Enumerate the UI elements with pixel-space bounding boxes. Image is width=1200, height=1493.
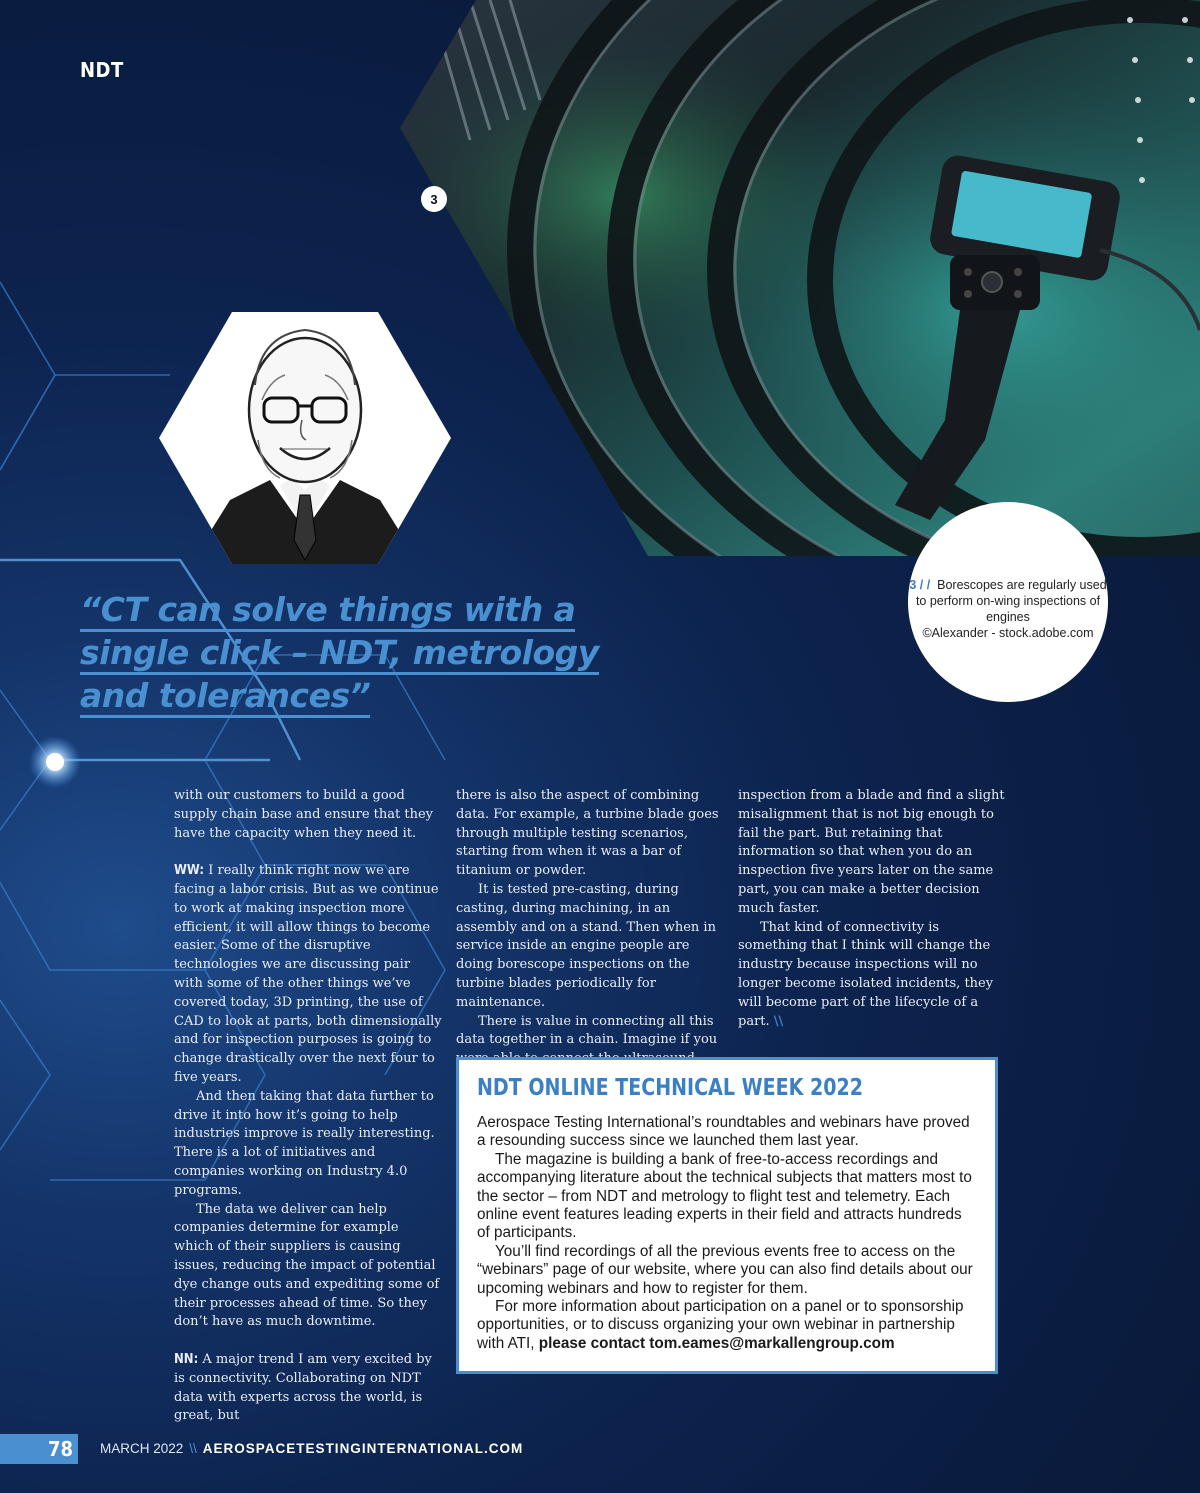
paragraph: The data we deliver can help companies determine for example which of their suppliers is causing issues, reducing the impact of potential dye change outs and expediting some of their processes ahead of time. So they don’t have as much downtime. xyxy=(174,1201,440,1330)
paragraph: NN: A major trend I am very excited by is connectivity. Collaborating on NDT data with experts across the world, is great, but xyxy=(174,1351,432,1424)
paragraph: That kind of connectivity is something that I think will change the industry because inspections will no longer become isolated incidents, they will become part of the lifecycle of a part. \\ xyxy=(738,919,994,1029)
page-number: 78 xyxy=(0,1434,78,1464)
pull-quote xyxy=(80,588,620,717)
paragraph: It is tested pre-casting, during casting, during machining, in an assembly and on a stand. Then when in service inside an engine people are doing borescope inspections on the turbine blades periodically for maintenance. xyxy=(456,881,716,1010)
paragraph: WW: I really think right now we are facing a labor crisis. But as we continue to work at making inspection more efficient, it will allow things to become easier. Some of the disruptive technologies we are discussing pair with some of the other things we’ve covered today, 3D printing, the use of CAD to look at parts, both dimensionally and for inspection purposes is going to change drastically over the next four to five years. xyxy=(174,863,442,1085)
article-column-3 xyxy=(738,787,1006,1031)
photo-number-badge: 3 xyxy=(421,186,447,212)
portrait-hexagon xyxy=(159,312,451,564)
section-tag: NDT xyxy=(80,58,124,82)
caption-number: 3 / / xyxy=(909,578,931,592)
speaker-label: WW: xyxy=(174,863,205,879)
photo-caption xyxy=(908,502,1108,702)
article-column-2 xyxy=(456,787,724,1069)
issue-date: MARCH 2022 xyxy=(100,1441,184,1456)
end-mark: \\ xyxy=(773,1013,784,1029)
article-column-1 xyxy=(174,787,442,1426)
paragraph: inspection from a blade and find a slight misalignment that is not big enough to fail the part. But retaining that information so that when you do an inspection five years later on the same part, you can make a better decision much faster. xyxy=(738,788,1005,916)
speaker-label: NN: xyxy=(174,1351,199,1367)
caption-text: Borescopes are regularly used to perform on-wing inspections of engines xyxy=(915,578,1107,624)
website-link[interactable]: AEROSPACETESTINGINTERNATIONAL.COM xyxy=(202,1441,524,1456)
sidebar-box xyxy=(456,1057,998,1374)
sidebar-paragraph: For more information about participation on a panel or to sponsorship opportunities, or to discuss organizing your own webinar in partnership with ATI, please contact tom.eames@markallengroup.com xyxy=(477,1298,964,1352)
page-footer xyxy=(0,1434,800,1464)
sidebar-paragraph: Aerospace Testing International’s roundtables and webinars have proved a resounding success since we launched them last year. xyxy=(477,1114,970,1150)
footer-separator: \\ xyxy=(189,1441,197,1456)
paragraph: There is value in connecting all this data together in a chain. Imagine if you xyxy=(456,1013,718,1048)
paragraph: there is also the aspect of combining data. For example, a turbine blade goes through multiple testing scenarios, starting from when it was a bar of titanium or powder. xyxy=(456,788,719,879)
paragraph: with our customers to build a good supply chain base and ensure that they have the capacity when they need it. xyxy=(174,788,434,841)
sidebar-paragraph: You’ll find recordings of all the previous events free to access on the “webinars” page of our website, where you can also find details about our upcoming webinars and how to register for them. xyxy=(477,1242,973,1297)
contact-email[interactable]: please contact tom.eames@markallengroup.com xyxy=(538,1334,895,1352)
footer-text xyxy=(100,1434,523,1464)
sidebar-paragraph: The magazine is building a bank of free-to-access recordings and accompanying literature about the technical subjects that matters most to the sector – from NDT and metrology to flight test and telemetry. Each online event features leading experts in their field and attracts hundreds of participants. xyxy=(477,1150,972,1242)
pull-quote-text: “CT can solve things with a single click – NDT, metrology and tolerances” xyxy=(80,590,599,718)
sidebar-title: NDT ONLINE TECHNICAL WEEK 2022 xyxy=(477,1075,863,1101)
photo-credit: ©Alexander - stock.adobe.com xyxy=(922,626,1094,640)
paragraph: And then taking that data further to drive it into how it’s going to help industries improve is really interesting. There is a lot of initiatives and companies working on Industry 4.0 programs. xyxy=(174,1088,435,1198)
